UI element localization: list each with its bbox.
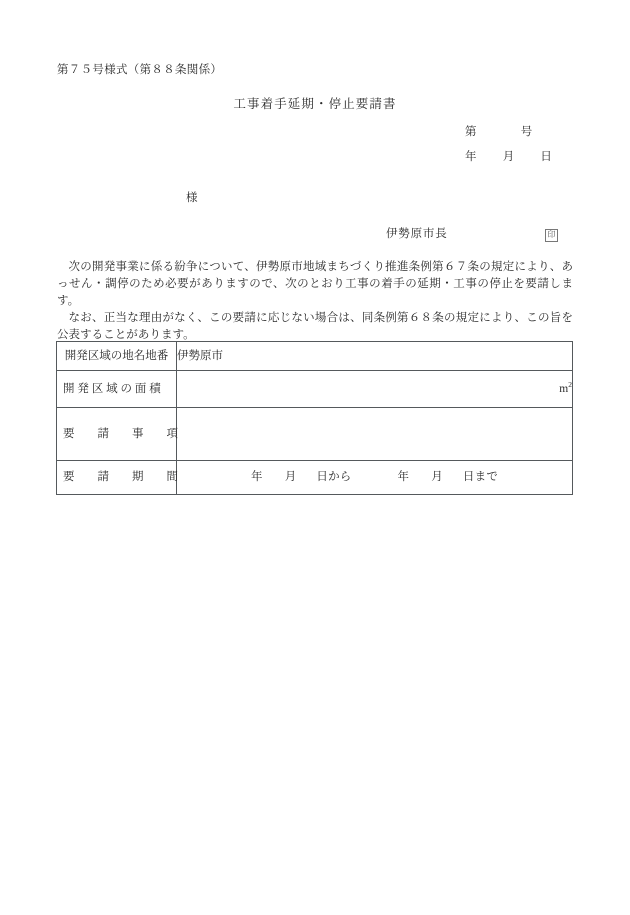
date-day-label: 日 — [540, 150, 553, 163]
date-month-label: 月 — [502, 150, 515, 163]
request-period-value — [177, 471, 498, 483]
table-row — [57, 461, 573, 495]
document-title: 工事着手延期・停止要請書 — [233, 97, 397, 111]
table-row-value-cell[interactable] — [177, 371, 573, 408]
table-row-label: 開発区域の地名地番 — [64, 349, 169, 362]
table-row-label-cell — [57, 371, 177, 408]
period-end-year: 年 — [397, 471, 410, 484]
period-start-day: 日から — [316, 471, 352, 484]
period-start-year: 年 — [251, 471, 263, 484]
table-row-value-cell[interactable] — [177, 408, 573, 461]
table-row-value-cell[interactable] — [177, 342, 573, 371]
body-paragraph-1: 次の開発事業に係る紛争について、伊勢原市地域まちづくり推進条例第６７条の規定により、あっせん・調停のため必要がありますので、次のとおり工事の着手の延期・工事の停止を要請します。 — [57, 261, 573, 307]
table-row — [57, 371, 573, 408]
table-row-label: 開 発 区 域 の 面 積 — [63, 382, 161, 395]
document-meta-block — [465, 124, 552, 173]
table-row-label-cell — [57, 408, 177, 461]
table-row — [57, 342, 573, 371]
table-row-label-cell — [57, 461, 177, 495]
table-row-label: 要 請 期 間 — [63, 471, 178, 484]
area-unit — [559, 380, 572, 396]
issuer-name: 伊勢原市長 — [386, 228, 448, 240]
table-row-value-cell[interactable] — [177, 461, 573, 495]
period-end-day: 日まで — [462, 471, 499, 484]
document-number-line — [465, 124, 552, 141]
seal-stamp-icon: 印 — [545, 229, 558, 242]
document-date-line — [465, 149, 552, 166]
area-unit-base: m — [559, 383, 569, 396]
body-paragraph-2: なお、正当な理由がなく、この要請に応じない場合は、同条例第６８条の規定により、この旨を公表することがあります。 — [57, 312, 573, 341]
form-number: 第７５号様式（第８８条関係） — [57, 64, 223, 76]
addressee-honorific: 様 — [186, 192, 198, 204]
period-start-month: 月 — [284, 471, 297, 484]
period-end-month: 月 — [431, 471, 443, 484]
location-value: 伊勢原市 — [177, 349, 223, 362]
table-row-label: 要 請 事 項 — [63, 427, 178, 440]
table-row-label-cell — [57, 342, 177, 371]
form-table — [56, 341, 573, 495]
body-text — [57, 259, 573, 344]
table-row — [57, 408, 573, 461]
area-unit-exponent: 2 — [568, 380, 572, 390]
document-number-suffix: 号 — [520, 126, 533, 138]
document-number-prefix: 第 — [465, 126, 477, 138]
date-year-label: 年 — [465, 150, 477, 163]
